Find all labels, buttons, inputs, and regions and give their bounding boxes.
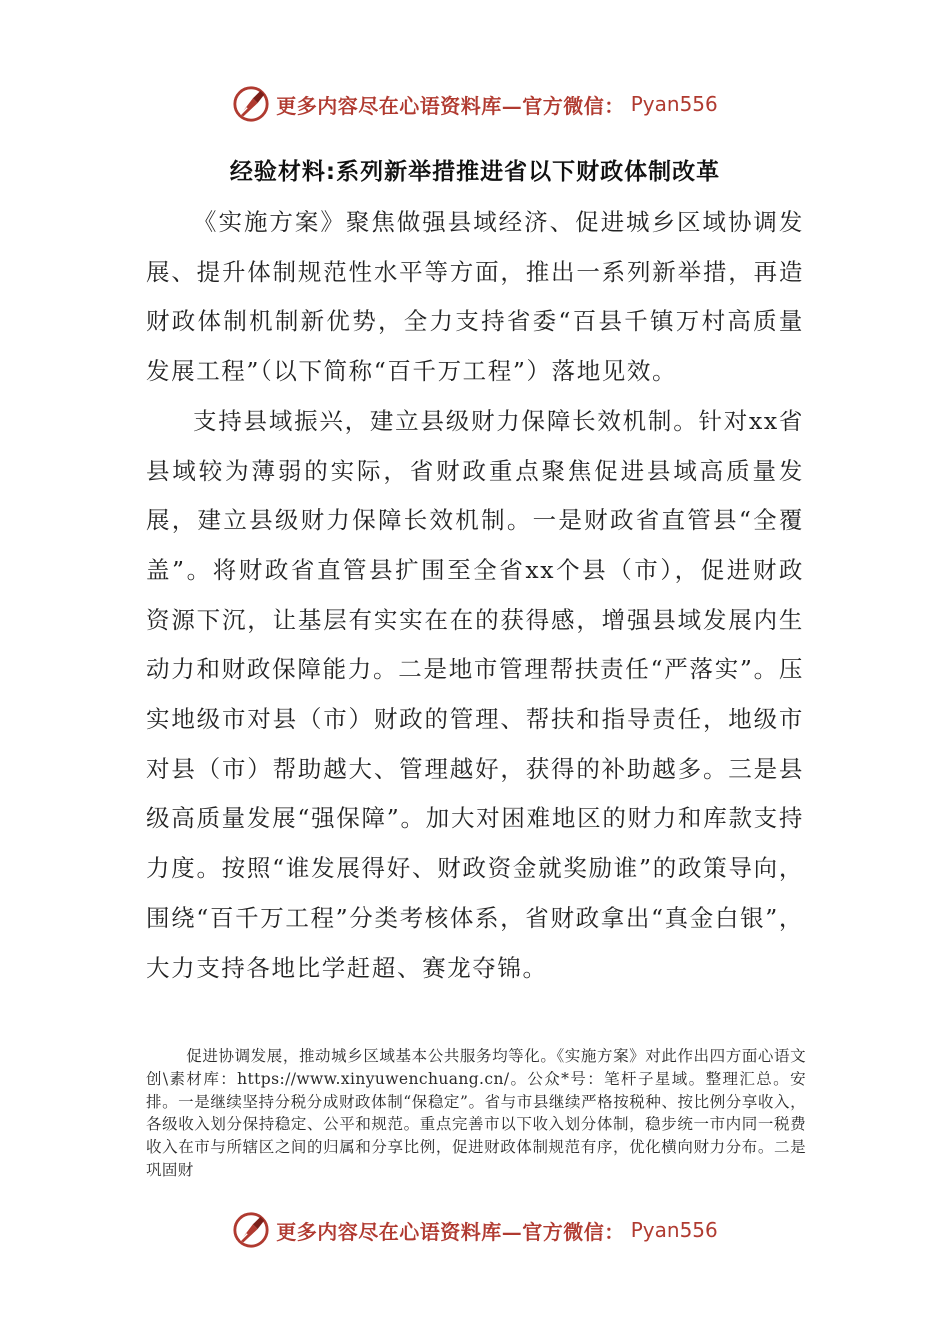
fountain-pen-logo-icon <box>232 85 270 123</box>
footer-banner <box>0 1208 950 1252</box>
paragraph-2: 支持县域振兴，建立县级财力保障长效机制。针对xx省县域较为薄弱的实际，省财政重点聚焦促进县域高质量发展，建立县级财力保障长效机制。一是财政省直管县“全覆盖”。将财政省直管县扩围至全省xx个县（市），促进财政资源下沉，让基层有实实在在的获得感，增强县域发展内生动力和财政保障能力。二是地市管理帮扶责任“严落实”。压实地级市对县（市）财政的管理、帮扶和指导责任，地级市对县（市）帮助越大、管理越好，获得的补助越多。三是县级高质量发展“强保障”。加大对困难地区的财力和库款支持力度。按照“谁发展得好、财政资金就奖励谁”的政策导向，围绕“百千万工程”分类考核体系，省财政拿出“真金白银”，大力支持各地比学赶超、赛龙夺锦。 <box>146 406 804 982</box>
banner-slogan: 更多内容尽在心语资料库—官方微信： <box>276 93 625 118</box>
paragraph-3: 促进协调发展，推动城乡区域基本公共服务均等化。《实施方案》对此作出四方面心语文创\素材库：https://www.xinyuwenchuang.cn/。公众*号：笔杆子星域。整理汇总。安排。一是继续坚持分税分成财政体制“保稳定”。省与市县继续严格按税种、按比例分享收入，各级收入划分保持稳定、公平和规范。重点完善市以下收入划分体制，稳步统一市内同一税费收入在市与所辖区之间的归属和分享比例，促进财政体制规范有序，优化横向财力分布。二是巩固财 <box>146 1047 806 1179</box>
banner-slogan: 更多内容尽在心语资料库—官方微信： <box>276 1219 625 1244</box>
wechat-account: Pyan556 <box>630 92 718 116</box>
document-small-section <box>146 1045 806 1182</box>
document-title: 经验材料:系列新举措推进省以下财政体制改革 <box>229 159 721 185</box>
paragraph-1: 《实施方案》聚焦做强县域经济、促进城乡区域协调发展、提升体制规范性水平等方面，推出一系列新举措，再造财政体制机制新优势，全力支持省委“百县千镇万村高质量发展工程”（以下简称“百千万工程”）落地见效。 <box>146 208 804 386</box>
wechat-account: Pyan556 <box>630 1218 718 1242</box>
document-body <box>146 198 804 993</box>
header-banner <box>0 82 950 126</box>
fountain-pen-logo-icon <box>232 1211 270 1249</box>
